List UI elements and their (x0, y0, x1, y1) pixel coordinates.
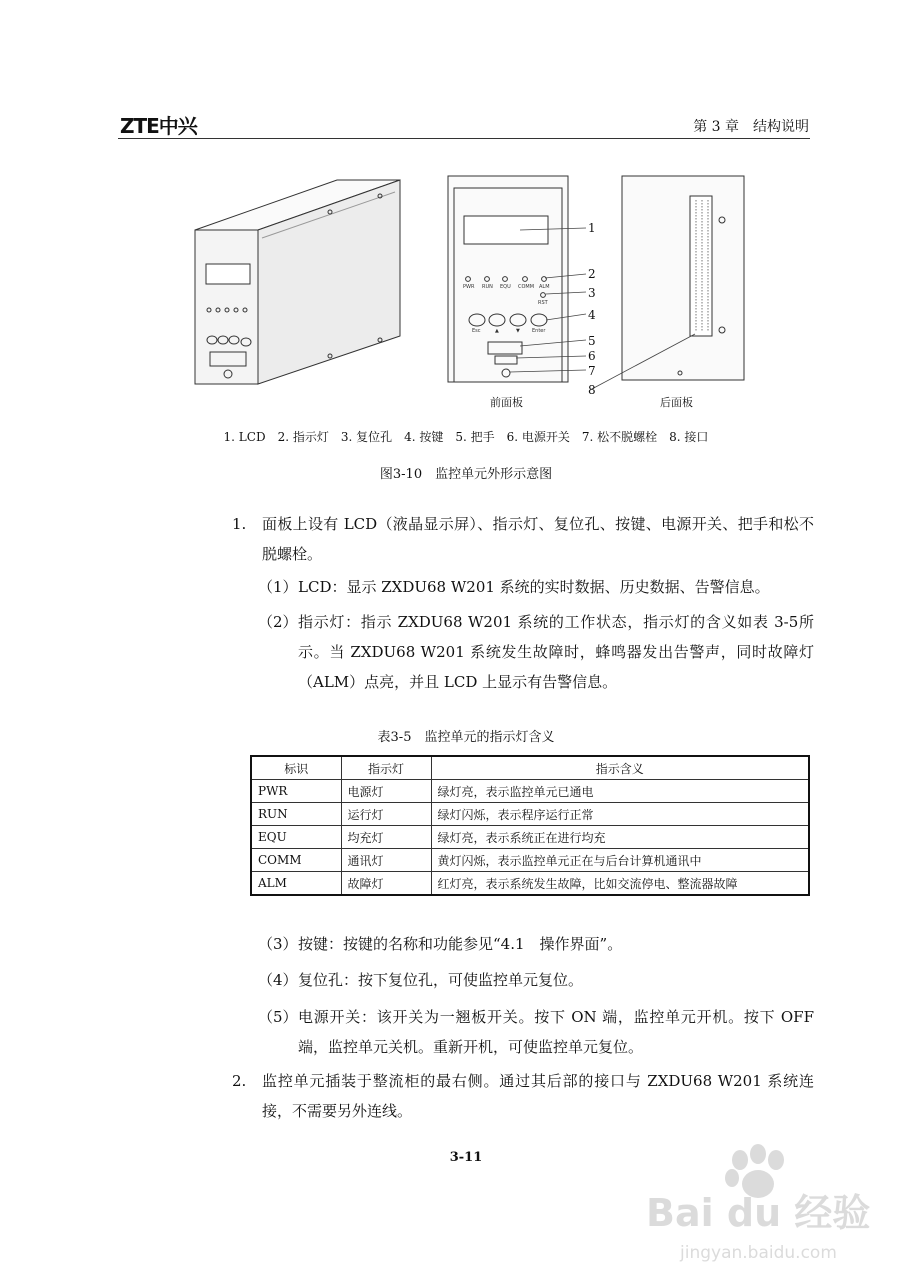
zte-logo: ZTE中兴 (120, 114, 197, 138)
item-1 (258, 572, 814, 602)
callout-numbers (588, 221, 596, 397)
table-header-id: 标识 (251, 756, 341, 780)
item-4-text: 复位孔：按下复位孔，可使监控单元复位。 (298, 971, 584, 989)
table-cell: 绿灯亮，表示系统正在进行均充 (431, 826, 809, 849)
rst-label: RST (538, 300, 548, 306)
figure-caption: 图3-10 监控单元外形示意图 (379, 467, 553, 482)
table-cell: 电源灯 (341, 780, 431, 803)
table-header-meaning: 指示含义 (431, 756, 809, 780)
callout-5: 5 (588, 334, 596, 348)
key-label-esc: Esc (472, 328, 481, 334)
table-cell: RUN (251, 803, 341, 826)
paragraph-2-text: 监控单元插装于整流柜的最右侧。通过其后部的接口与 ZXDU68 W201 系统连接，不需要另外连线。 (262, 1072, 814, 1120)
key-label-up: ▲ (495, 328, 499, 334)
item-4-label: （4） (258, 971, 298, 989)
table-cell: 绿灯亮，表示监控单元已通电 (431, 780, 809, 803)
paragraph-1 (232, 509, 814, 569)
callout-8: 8 (588, 383, 596, 397)
paragraph-2 (232, 1066, 814, 1126)
chapter-title: 第 3 章 结构说明 (693, 119, 809, 135)
paragraph-1-number: 1. (232, 515, 247, 533)
indicator-table (250, 755, 810, 896)
led-label-comm: COMM (518, 284, 535, 290)
callout-3: 3 (588, 286, 596, 300)
monitor-unit-figure (190, 168, 750, 423)
table-cell: 绿灯闪烁，表示程序运行正常 (431, 803, 809, 826)
table-header-indicator: 指示灯 (341, 756, 431, 780)
item-3-text: 按键：按键的名称和功能参见“4.1 操作界面”。 (298, 935, 623, 953)
table-cell: EQU (251, 826, 341, 849)
item-2-label: （2） (258, 613, 298, 631)
callout-4: 4 (588, 308, 596, 322)
callout-1: 1 (588, 221, 596, 235)
key-label-enter: Enter (532, 328, 546, 334)
table-row (251, 872, 809, 896)
table-row (251, 803, 809, 826)
table-cell: 运行灯 (341, 803, 431, 826)
table-cell: COMM (251, 849, 341, 872)
table-cell: 均充灯 (341, 826, 431, 849)
item-1-text: LCD：显示 ZXDU68 W201 系统的实时数据、历史数据、告警信息。 (298, 578, 770, 596)
led-label-alm: ALM (539, 284, 550, 290)
table-row (251, 826, 809, 849)
callout-2: 2 (588, 267, 596, 281)
led-label-run: RUN (482, 284, 493, 290)
front-panel-label: 前面板 (490, 396, 523, 409)
table-cell: ALM (251, 872, 341, 896)
baidu-watermark (640, 1140, 880, 1270)
led-label-equ: EQU (500, 284, 511, 290)
item-3-label: （3） (258, 935, 298, 953)
item-3 (258, 929, 814, 959)
item-5-label: （5） (258, 1008, 298, 1026)
callout-7: 7 (588, 364, 596, 378)
item-4 (258, 965, 814, 995)
key-label-down: ▼ (516, 328, 520, 334)
table-cell: 黄灯闪烁，表示监控单元正在与后台计算机通讯中 (431, 849, 809, 872)
back-panel-drawing (622, 176, 744, 380)
item-5 (258, 1002, 814, 1062)
back-panel-label: 后面板 (660, 396, 693, 409)
table-row (251, 780, 809, 803)
table-cell: PWR (251, 780, 341, 803)
callout-6: 6 (588, 349, 596, 363)
item-2 (258, 607, 814, 697)
table-caption: 表3-5 监控单元的指示灯含义 (377, 730, 555, 745)
table-header-row (251, 756, 809, 780)
table-cell: 通讯灯 (341, 849, 431, 872)
watermark-brand: Bai du 经验 (646, 1191, 871, 1235)
table-cell: 故障灯 (341, 872, 431, 896)
header-rule (118, 138, 810, 139)
front-panel-drawing (448, 176, 568, 382)
item-2-text: 指示灯：指示 ZXDU68 W201 系统的工作状态，指示灯的含义如表 3-5所示。当 ZXDU68 W201 系统发生故障时，蜂鸣器发出告警声，同时故障灯（ALM）点亮，并且 LCD 上显示有告警信息。 (298, 613, 814, 691)
watermark-url: jingyan.baidu.com (680, 1243, 837, 1263)
led-label-pwr: PWR (463, 284, 475, 290)
table-cell: 红灯亮，表示系统发生故障，比如交流停电、整流器故障 (431, 872, 809, 896)
paragraph-1-text: 面板上设有 LCD（液晶显示屏）、指示灯、复位孔、按键、电源开关、把手和松不脱螺栓。 (262, 515, 814, 563)
item-5-text: 电源开关：该开关为一翘板开关。按下 ON 端，监控单元开机。按下 OFF 端，监控单元关机。重新开机，可使监控单元复位。 (298, 1008, 814, 1056)
table-row (251, 849, 809, 872)
figure-legend: 1. LCD 2. 指示灯 3. 复位孔 4. 按键 5. 把手 6. 电源开关 7. 松不脱螺栓 8. 接口 (223, 430, 709, 444)
paw-icon (725, 1144, 784, 1198)
isometric-unit-drawing (195, 180, 400, 384)
item-1-label: （1） (258, 578, 298, 596)
page-number: 3-11 (449, 1150, 483, 1165)
paragraph-2-number: 2. (232, 1072, 247, 1090)
